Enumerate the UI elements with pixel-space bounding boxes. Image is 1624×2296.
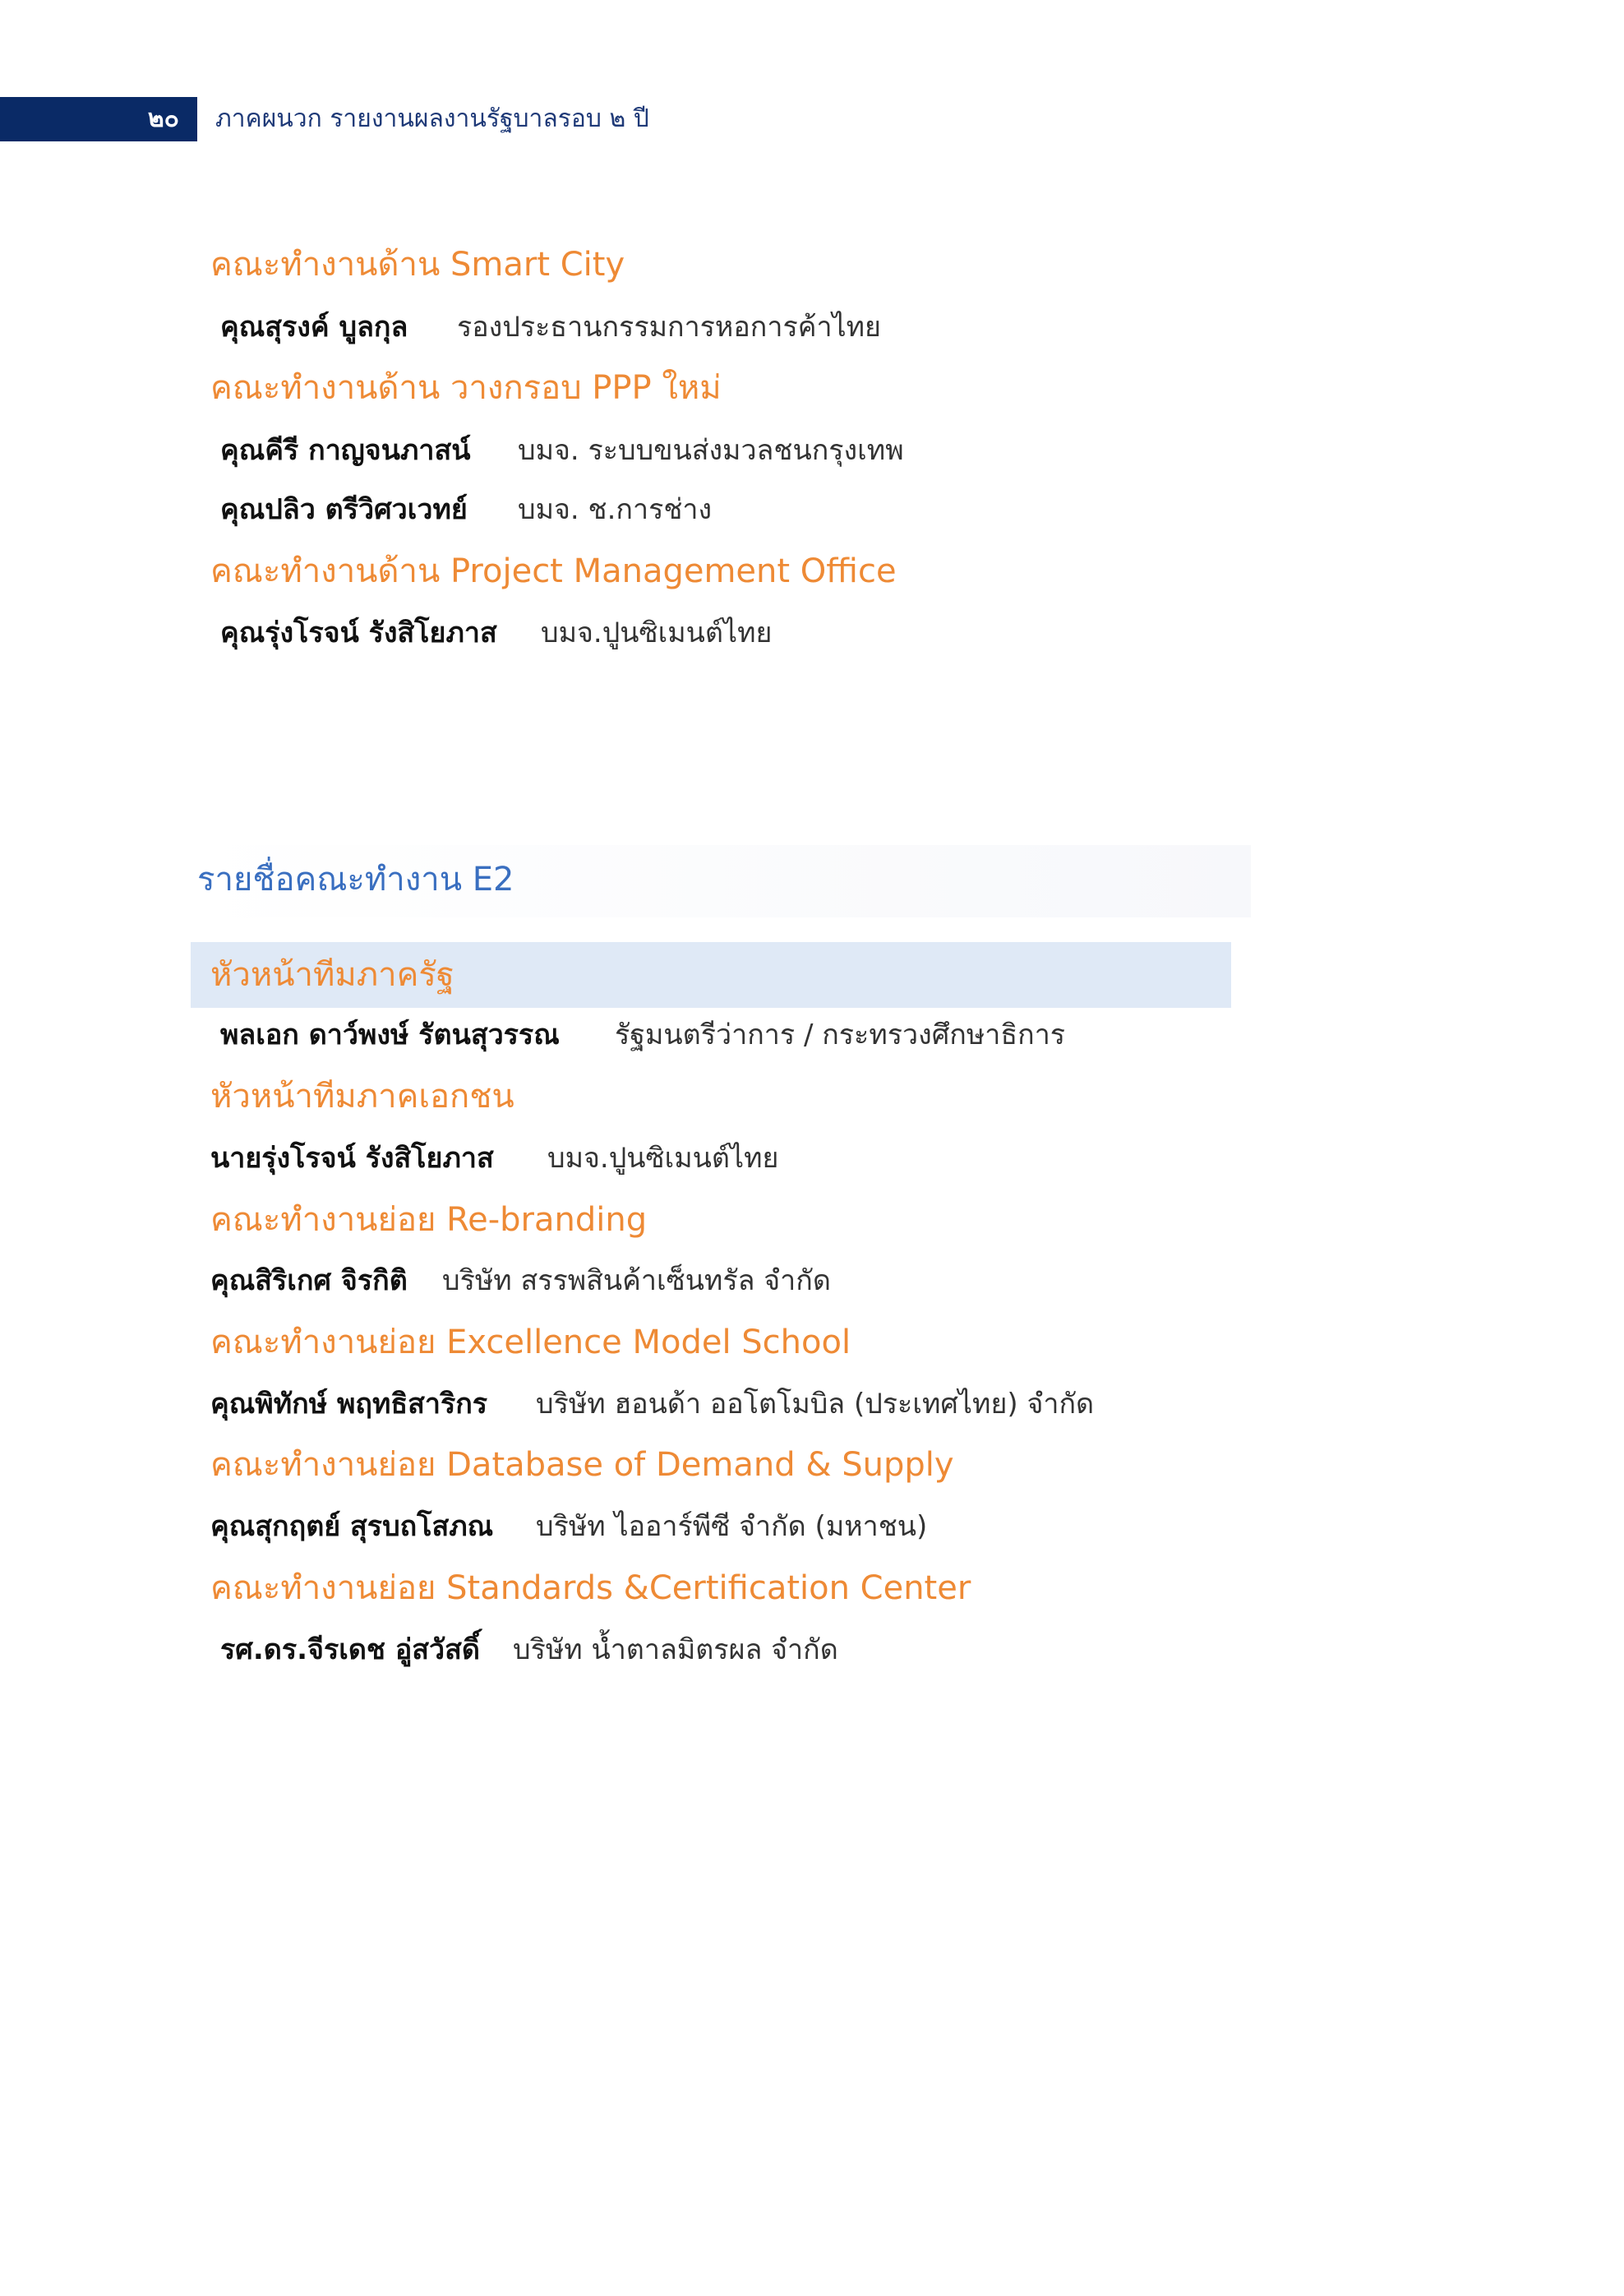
group-heading-smart-city: คณะทำงานด้าน Smart City — [210, 246, 625, 284]
member-name: คุณพิทักษ์ พฤทธิสาริกร — [210, 1388, 488, 1421]
member-org: บมจ.ปูนซิเมนต์ไทย — [547, 1142, 779, 1175]
member-row — [210, 1385, 1095, 1423]
member-org: บมจ. ระบบขนส่งมวลชนกรุงเทพ — [518, 434, 904, 467]
member-org: บริษัท ไออาร์พีซี จำกัด (มหาชน) — [536, 1510, 928, 1543]
member-name: คุณสุกฤตย์ สุรบถโสภณ — [210, 1510, 494, 1543]
member-name: คุณรุ่งโรจน์ รังสิโยภาส — [220, 617, 497, 649]
group-heading-rebranding: คณะทำงานย่อย Re-branding — [210, 1201, 648, 1239]
group-heading-private-lead: หัวหน้าทีมภาคเอกชน — [210, 1078, 514, 1116]
group-heading-database: คณะทำงานย่อย Database of Demand & Supply — [210, 1446, 954, 1484]
member-org: บมจ.ปูนซิเมนต์ไทย — [541, 617, 773, 649]
member-name: คุณสุรงค์ บูลกุล — [220, 311, 408, 344]
group-heading-gov-lead: หัวหน้าทีมภาครัฐ — [210, 956, 454, 994]
group-heading-ppp: คณะทำงานด้าน วางกรอบ PPP ใหม่ — [210, 369, 722, 407]
member-row — [220, 1016, 1066, 1054]
member-name: คุณสิริเกศ จิรกิติ — [210, 1264, 408, 1297]
member-org: บริษัท สรรพสินค้าเซ็นทรัล จำกัด — [442, 1264, 831, 1297]
section-title: รายชื่อคณะทำงาน E2 — [197, 861, 514, 899]
member-org: รองประธานกรรมการหอการค้าไทย — [457, 311, 881, 344]
group-heading-excellence-school: คณะทำงานย่อย Excellence Model School — [210, 1324, 851, 1361]
member-row — [210, 1508, 928, 1545]
member-row — [220, 1631, 838, 1669]
group-heading-pmo: คณะทำงานด้าน Project Management Office — [210, 552, 897, 590]
running-header-title: ภาคผนวก รายงานผลงานรัฐบาลรอบ ๒ ปี — [215, 104, 649, 133]
member-name: คุณคีรี กาญจนภาสน์ — [220, 434, 471, 467]
member-row — [210, 1139, 779, 1177]
page-number-bar — [0, 97, 197, 141]
member-row — [220, 432, 904, 469]
member-name: คุณปลิว ตรีวิศวเวทย์ — [220, 493, 468, 526]
member-row — [220, 491, 713, 529]
page-number: ๒๐ — [147, 104, 179, 133]
member-row — [220, 614, 773, 652]
member-name: รศ.ดร.จีรเดช อู่สวัสดิ์ — [220, 1633, 480, 1666]
group-heading-standards: คณะทำงานย่อย Standards &Certification Center — [210, 1569, 971, 1607]
member-name: พลเอก ดาว์พงษ์ รัตนสุวรรณ — [220, 1019, 560, 1051]
member-name: นายรุ่งโรจน์ รังสิโยภาส — [210, 1142, 494, 1175]
member-org: รัฐมนตรีว่าการ / กระทรวงศึกษาธิการ — [615, 1019, 1066, 1051]
member-org: บริษัท น้ำตาลมิตรผล จำกัด — [513, 1633, 838, 1666]
member-row — [210, 1262, 831, 1300]
section-title-box — [191, 845, 1251, 917]
member-row — [220, 308, 881, 346]
member-org: บริษัท ฮอนด้า ออโตโมบิล (ประเทศไทย) จำกัด — [536, 1388, 1095, 1421]
member-org: บมจ. ช.การช่าง — [518, 493, 713, 526]
